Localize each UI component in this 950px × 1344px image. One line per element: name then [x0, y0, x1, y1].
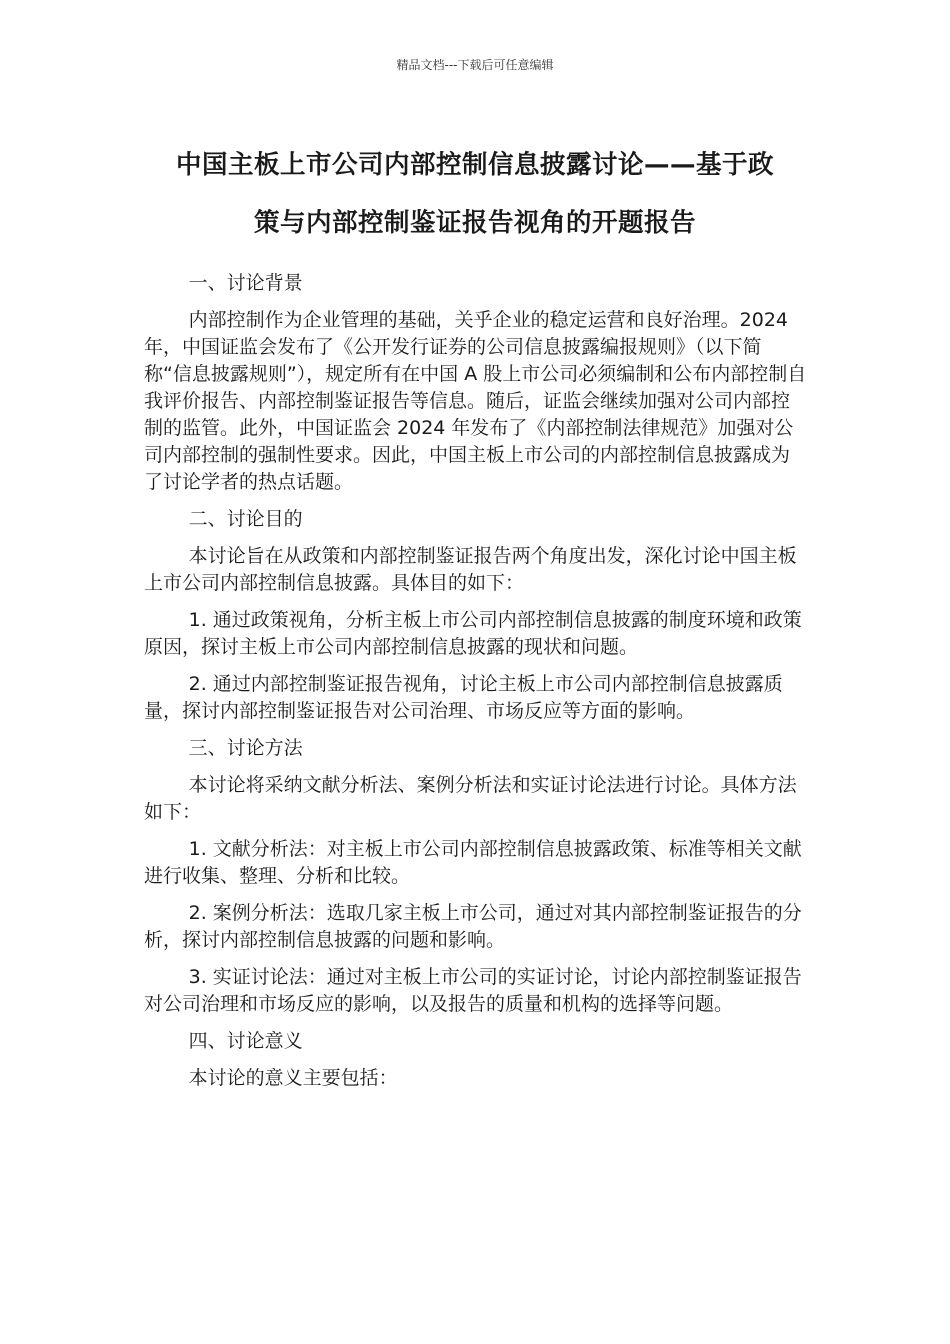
- paragraph: 本讨论将采纳文献分析法、案例分析法和实证讨论法进行讨论。具体方法如下：: [144, 774, 797, 823]
- paragraph: 内部控制作为企业管理的基础，关乎企业的稳定运营和良好治理。2024 年，中国证监会发布了《公开发行证券的公司信息披露编报规则》（以下简称“信息披露规则”），规定所有在中国 A 股上市公司必须编制和公布内部控制自我评价报告、内部控制鉴证报告等信息。随后，证监会继续加强对公司内部控制的监管。此外，中国证监会 2024 年发布了《内部控制法律规范》加强对公司内部控制的强制性要求。因此，中国主板上市公司的内部控制信息披露成为了讨论学者的热点话题。: [144, 309, 807, 493]
- document-title: [140, 136, 810, 252]
- list-item: 2. 通过内部控制鉴证报告视角，讨论主板上市公司内部控制信息披露质量，探讨内部控制鉴证报告对公司治理、市场反应等方面的影响。: [144, 673, 783, 722]
- section-heading: 一、讨论背景: [188, 272, 303, 294]
- document-body: [144, 270, 808, 1102]
- title-line-1: 中国主板上市公司内部控制信息披露讨论——基于政: [175, 150, 774, 180]
- list-item: 1. 文献分析法：对主板上市公司内部控制信息披露政策、标准等相关文献进行收集、整理、分析和比较。: [144, 838, 802, 887]
- list-item: 3. 实证讨论法：通过对主板上市公司的实证讨论，讨论内部控制鉴证报告对公司治理和市场反应的影响，以及报告的质量和机构的选择等问题。: [144, 966, 802, 1015]
- paragraph: 本讨论旨在从政策和内部控制鉴证报告两个角度出发，深化讨论中国主板上市公司内部控制信息披露。具体目的如下：: [144, 545, 797, 594]
- running-header: 精品文档---下载后可任意编辑: [396, 58, 554, 72]
- section-heading: 二、讨论目的: [188, 508, 303, 530]
- section-heading: 四、讨论意义: [188, 1030, 303, 1052]
- list-item: 1. 通过政策视角，分析主板上市公司内部控制信息披露的制度环境和政策原因，探讨主板上市公司内部控制信息披露的现状和问题。: [144, 609, 802, 658]
- title-line-2: 策与内部控制鉴证报告视角的开题报告: [253, 208, 696, 238]
- list-item: 2. 案例分析法：选取几家主板上市公司，通过对其内部控制鉴证报告的分析，探讨内部控制信息披露的问题和影响。: [144, 902, 802, 951]
- section-heading: 三、讨论方法: [188, 737, 303, 759]
- paragraph: 本讨论的意义主要包括：: [188, 1067, 398, 1089]
